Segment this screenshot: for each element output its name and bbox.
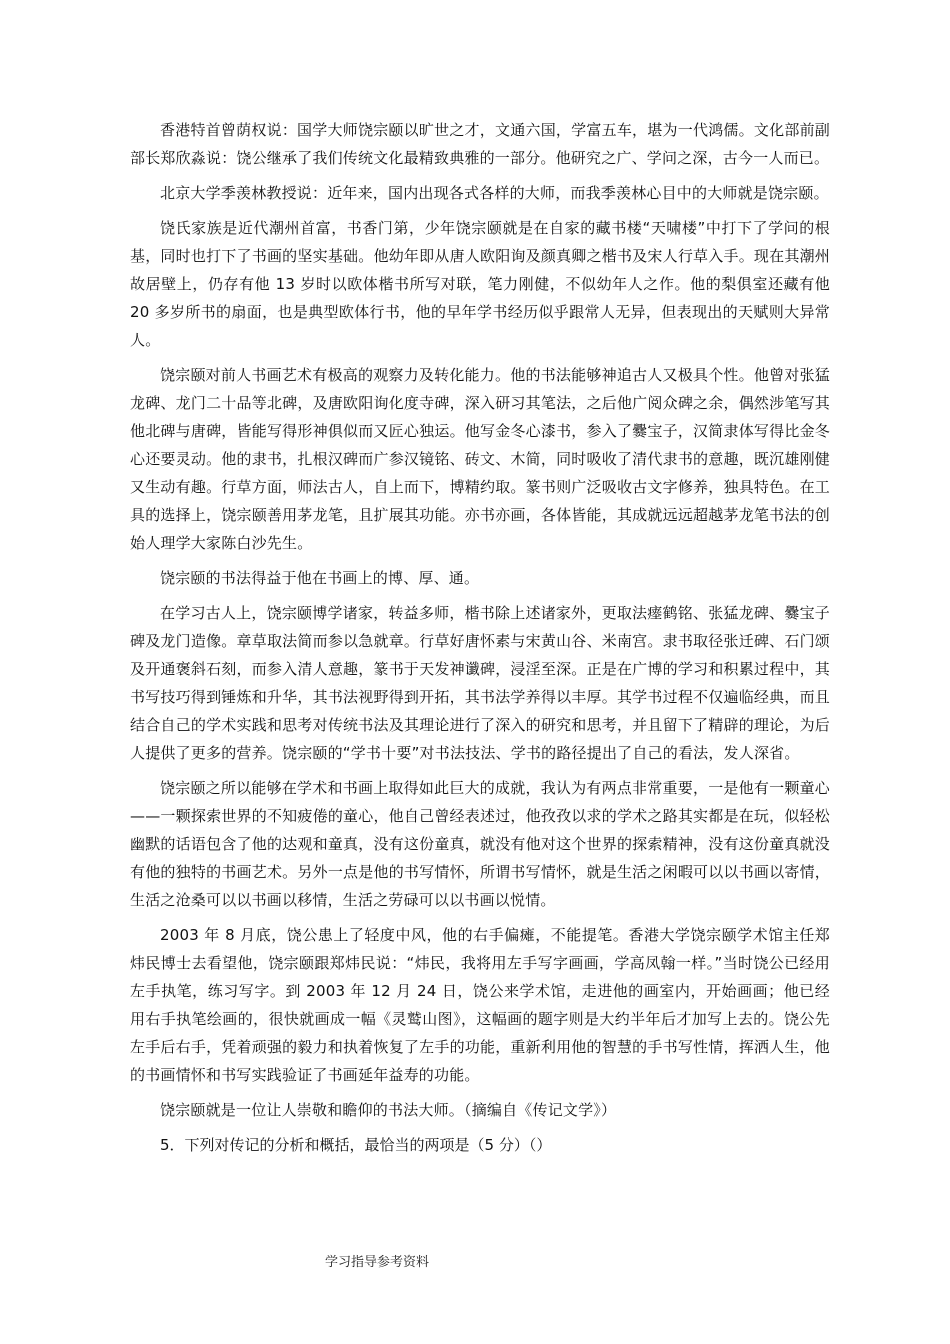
paragraph-conclusion: 饶宗颐就是一位让人崇敬和瞻仰的书法大师。（摘编自《传记文学》）: [160, 1101, 617, 1119]
paragraph-learning-ancients: 在学习古人上，饶宗颐博学诸家，转益多师，楷书除上述诸家外，更取法瘗鹤铭、张猛龙碑、爨宝子碑及龙门造像。章草取法简而参以急就章。行草好唐怀素与宋黄山谷、米南宫。隶书取径张迁碑、石门颂及开通褒斜石刻，而参入清人意趣，篆书于天发神谶碑，浸淫至深。正是在广博的学习和积累过程中，其书写技巧得到锤炼和升华，其书法视野得到开拓，其书法学养得以丰厚。其学书过程不仅遍临经典，而且结合自己的学术实践和思考对传统书法及其理论进行了深入的研究和思考，并且留下了精辟的理论，为后人提供了更多的营养。饶宗颐的“学书十要”对书法技法、学书的路径提出了自己的看法，发人深省。: [130, 604, 830, 762]
paragraph-childlike-heart: 饶宗颐之所以能够在学术和书画上取得如此巨大的成就，我认为有两点非常重要，一是他有一颗童心——一颗探索世界的不知疲倦的童心，他自己曾经表述过，他孜孜以求的学术之路其实都是在玩，似轻松幽默的话语包含了他的达观和童真，没有这份童真，就没有他对这个世界的探索精神，没有这份童真就没有他的独特的书画艺术。另外一点是他的书写情怀，所谓书写情怀，就是生活之闲暇可以以书画以寄情，生活之沧桑可以以书画以移情，生活之劳碌可以以书画以悦情。: [130, 779, 830, 909]
paragraph-bo-hou-tong: 饶宗颐的书法得益于他在书画上的博、厚、通。: [160, 569, 480, 587]
page-footer: 学习指导参考资料: [325, 1255, 430, 1270]
document-body: [130, 116, 830, 1159]
paragraph-family-background: 饶氏家族是近代潮州首富，书香门第，少年饶宗颐就是在自家的藏书楼“天啸楼”中打下了学问的根基，同时也打下了书画的坚实基础。他幼年即从唐人欧阳询及颜真卿之楷书及宋人行草入手。现在其潮州故居壁上，仍存有他 13 岁时以欧体楷书所写对联，笔力刚健，不似幼年人之作。他的梨俱室还藏有他 20 多岁所书的扇面，也是典型欧体行书，他的早年学书经历似乎跟常人无异，但表现出的天赋则大异常人。: [130, 219, 830, 349]
paragraph-quote-ji-xianlin: 北京大学季羡林教授说：近年来，国内出现各式各样的大师，而我季羡林心目中的大师就是饶宗颐。: [160, 184, 829, 202]
paragraph-stroke-recovery: 2003 年 8 月底，饶公患上了轻度中风，他的右手偏瘫，不能提笔。香港大学饶宗颐学术馆主任郑炜民博士去看望他，饶宗颐跟郑炜民说：“炜民，我将用左手写字画画，学高凤翰一样。”当时饶公已经用左手执笔，练习写字。到 2003 年 12 月 24 日，饶公来学术馆，走进他的画室内，开始画画；他已经用右手执笔绘画的，很快就画成一幅《灵鹫山图》，这幅画的题字则是大约半年后才加写上去的。饶公先左手后右手，凭着顽强的毅力和执着恢复了左手的功能，重新利用他的智慧的手书写性情，挥洒人生，他的书画情怀和书写实践验证了书画延年益寿的功能。: [130, 926, 830, 1084]
question-5: 5．下列对传记的分析和概括，最恰当的两项是（5 分）（）: [160, 1136, 552, 1154]
paragraph-quote-leaders: 香港特首曾荫权说：国学大师饶宗颐以旷世之才，文通六国，学富五车，堪为一代鸿儒。文化部前副部长郑欣淼说：饶公继承了我们传统文化最精致典雅的一部分。他研究之广、学问之深，古今一人而已。: [130, 121, 830, 167]
paragraph-observation-ability: 饶宗颐对前人书画艺术有极高的观察力及转化能力。他的书法能够神追古人又极具个性。他曾对张猛龙碑、龙门二十品等北碑，及唐欧阳询化度寺碑，深入研习其笔法，之后他广阅众碑之余，偶然涉笔写其他北碑与唐碑，皆能写得形神俱似而又匠心独运。他写金冬心漆书，参入了爨宝子，汉简隶体写得比金冬心还要灵动。他的隶书，扎根汉碑而广参汉镜铭、砖文、木简，同时吸收了清代隶书的意趣，既沉雄刚健又生动有趣。行草方面，师法古人，自上而下，博精约取。篆书则广泛吸收古文字修养，独具特色。在工具的选择上，饶宗颐善用茅龙笔，且扩展其功能。亦书亦画，各体皆能，其成就远远超越茅龙笔书法的创始人理学大家陈白沙先生。: [130, 366, 830, 552]
